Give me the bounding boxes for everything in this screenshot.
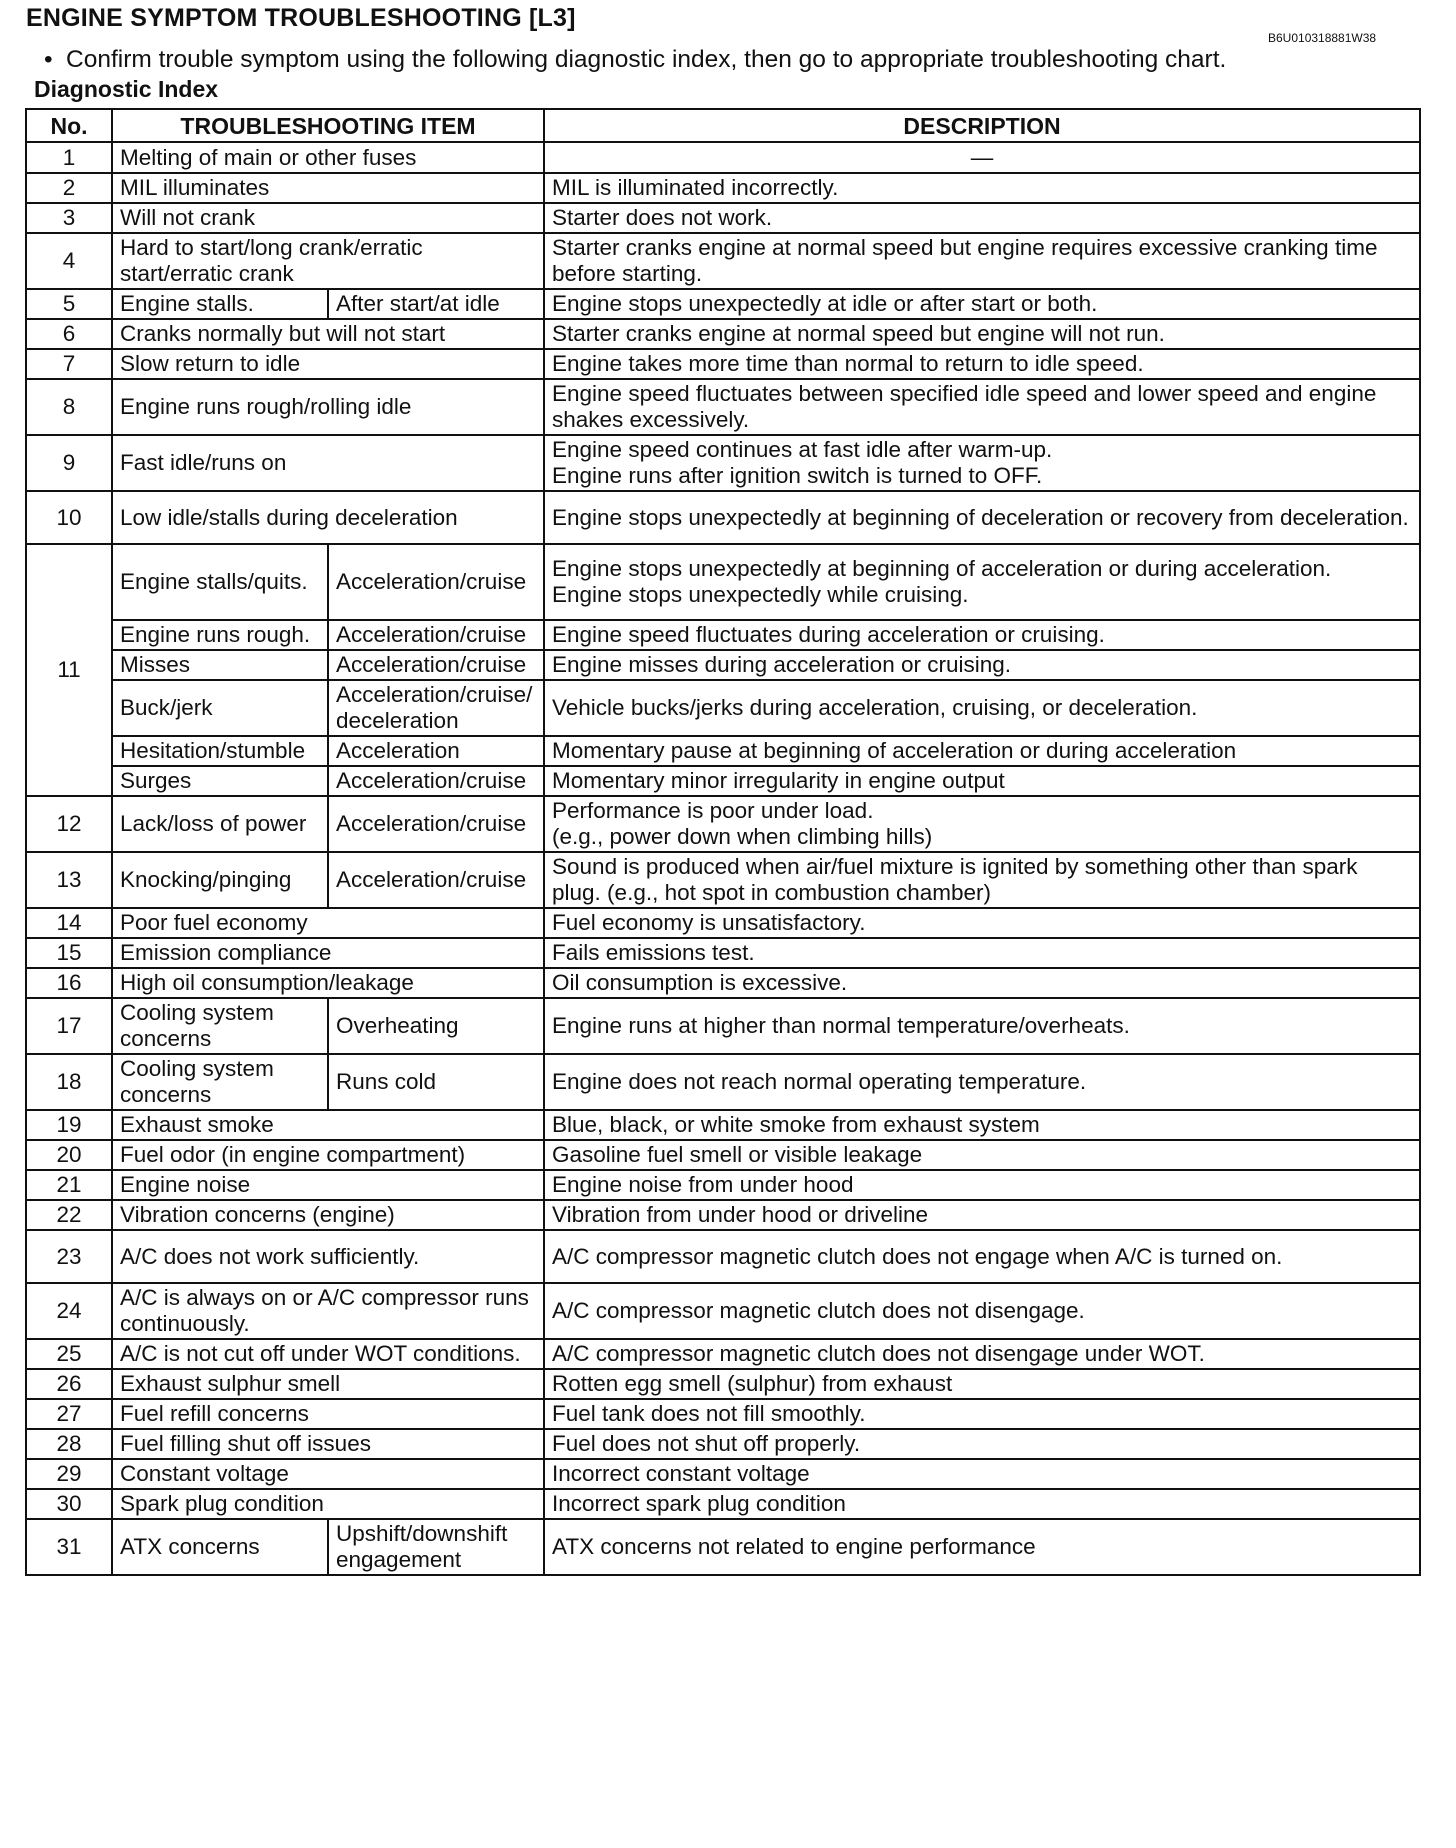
description-line: Engine speed continues at fast idle after warm-up. xyxy=(552,437,1053,462)
troubleshooting-item: Engine runs rough. xyxy=(112,620,328,650)
table-row xyxy=(26,435,1420,491)
description xyxy=(544,435,1420,491)
table-row xyxy=(26,1429,1420,1459)
item-condition: After start/at idle xyxy=(328,289,544,319)
row-number: 4 xyxy=(26,233,112,289)
description: Starter does not work. xyxy=(544,203,1420,233)
description: Fuel does not shut off properly. xyxy=(544,1429,1420,1459)
item-condition: Acceleration/cruise xyxy=(328,852,544,908)
bullet-icon: • xyxy=(44,46,53,73)
description: Engine speed fluctuates during acceleration or cruising. xyxy=(544,620,1420,650)
troubleshooting-item: Emission compliance xyxy=(112,938,544,968)
table-row xyxy=(26,233,1420,289)
troubleshooting-item: Will not crank xyxy=(112,203,544,233)
row-number: 5 xyxy=(26,289,112,319)
description: Engine stops unexpectedly at beginning of deceleration or recovery from deceleration. xyxy=(544,491,1420,544)
troubleshooting-item: Engine noise xyxy=(112,1170,544,1200)
description-line: (e.g., power down when climbing hills) xyxy=(552,824,933,849)
description: Momentary pause at beginning of acceleration or during acceleration xyxy=(544,736,1420,766)
table-row xyxy=(26,766,1420,796)
table-row xyxy=(26,620,1420,650)
item-condition: Overheating xyxy=(328,998,544,1054)
item-condition: Upshift/downshift engagement xyxy=(328,1519,544,1575)
description: Fails emissions test. xyxy=(544,938,1420,968)
troubleshooting-item: Vibration concerns (engine) xyxy=(112,1200,544,1230)
description: Engine takes more time than normal to return to idle speed. xyxy=(544,349,1420,379)
section-title: Diagnostic Index xyxy=(34,76,219,102)
description-line: Performance is poor under load. xyxy=(552,798,874,823)
table-row xyxy=(26,289,1420,319)
troubleshooting-item: Engine stalls. xyxy=(112,289,328,319)
table-row xyxy=(26,1230,1420,1283)
troubleshooting-item: Surges xyxy=(112,766,328,796)
description: Blue, black, or white smoke from exhaust system xyxy=(544,1110,1420,1140)
table-row xyxy=(26,1459,1420,1489)
troubleshooting-item: MIL illuminates xyxy=(112,173,544,203)
troubleshooting-item: Fuel refill concerns xyxy=(112,1399,544,1429)
table-header-row xyxy=(26,109,1420,142)
row-number: 20 xyxy=(26,1140,112,1170)
table-row xyxy=(26,173,1420,203)
item-condition: Acceleration/cruise xyxy=(328,544,544,620)
description: Starter cranks engine at normal speed but engine requires excessive cranking time before starting. xyxy=(544,233,1420,289)
troubleshooting-item: Lack/loss of power xyxy=(112,796,328,852)
row-number: 7 xyxy=(26,349,112,379)
row-number: 3 xyxy=(26,203,112,233)
description: A/C compressor magnetic clutch does not disengage. xyxy=(544,1283,1420,1339)
description-line: Engine stops unexpectedly while cruising. xyxy=(552,582,969,607)
troubleshooting-item: High oil consumption/leakage xyxy=(112,968,544,998)
troubleshooting-item: Hesitation/stumble xyxy=(112,736,328,766)
row-number: 26 xyxy=(26,1369,112,1399)
row-number: 31 xyxy=(26,1519,112,1575)
description: Momentary minor irregularity in engine output xyxy=(544,766,1420,796)
description: Rotten egg smell (sulphur) from exhaust xyxy=(544,1369,1420,1399)
row-number: 18 xyxy=(26,1054,112,1110)
troubleshooting-item: Poor fuel economy xyxy=(112,908,544,938)
troubleshooting-item: Cooling system concerns xyxy=(112,998,328,1054)
description: Starter cranks engine at normal speed but engine will not run. xyxy=(544,319,1420,349)
table-row xyxy=(26,796,1420,852)
page-title: ENGINE SYMPTOM TROUBLESHOOTING [L3] xyxy=(26,4,576,32)
troubleshooting-item: Exhaust sulphur smell xyxy=(112,1369,544,1399)
table-row xyxy=(26,650,1420,680)
troubleshooting-item: A/C does not work sufficiently. xyxy=(112,1230,544,1283)
row-number: 11 xyxy=(26,544,112,796)
item-condition: Acceleration/cruise xyxy=(328,766,544,796)
table-row xyxy=(26,1339,1420,1369)
row-number: 15 xyxy=(26,938,112,968)
row-number: 10 xyxy=(26,491,112,544)
table-row xyxy=(26,1369,1420,1399)
table-row xyxy=(26,1140,1420,1170)
row-number: 27 xyxy=(26,1399,112,1429)
troubleshooting-item: Fuel odor (in engine compartment) xyxy=(112,1140,544,1170)
troubleshooting-item: Cranks normally but will not start xyxy=(112,319,544,349)
description: ATX concerns not related to engine performance xyxy=(544,1519,1420,1575)
row-number: 6 xyxy=(26,319,112,349)
table-row xyxy=(26,319,1420,349)
table-row xyxy=(26,142,1420,173)
description: Fuel tank does not fill smoothly. xyxy=(544,1399,1420,1429)
item-condition: Acceleration/cruise xyxy=(328,620,544,650)
row-number: 30 xyxy=(26,1489,112,1519)
troubleshooting-item: Fuel filling shut off issues xyxy=(112,1429,544,1459)
description: Engine misses during acceleration or cruising. xyxy=(544,650,1420,680)
table-row xyxy=(26,1399,1420,1429)
description: Oil consumption is excessive. xyxy=(544,968,1420,998)
description-line: Engine runs after ignition switch is turned to OFF. xyxy=(552,463,1043,488)
troubleshooting-item: A/C is not cut off under WOT conditions. xyxy=(112,1339,544,1369)
row-number: 17 xyxy=(26,998,112,1054)
description: — xyxy=(544,142,1420,173)
row-number: 13 xyxy=(26,852,112,908)
table-row xyxy=(26,1170,1420,1200)
troubleshooting-item: Cooling system concerns xyxy=(112,1054,328,1110)
table-row xyxy=(26,349,1420,379)
row-number: 29 xyxy=(26,1459,112,1489)
description: Sound is produced when air/fuel mixture is ignited by something other than spark plug. (e.g., hot spot in combustion chamber) xyxy=(544,852,1420,908)
table-row xyxy=(26,968,1420,998)
troubleshooting-item: Constant voltage xyxy=(112,1459,544,1489)
row-number: 22 xyxy=(26,1200,112,1230)
document-code: B6U010318881W38 xyxy=(1268,31,1377,45)
description: Gasoline fuel smell or visible leakage xyxy=(544,1140,1420,1170)
description: Incorrect constant voltage xyxy=(544,1459,1420,1489)
description: Engine stops unexpectedly at idle or after start or both. xyxy=(544,289,1420,319)
troubleshooting-item: Engine runs rough/rolling idle xyxy=(112,379,544,435)
troubleshooting-item: Misses xyxy=(112,650,328,680)
item-condition: Runs cold xyxy=(328,1054,544,1110)
table-row xyxy=(26,680,1420,736)
row-number: 8 xyxy=(26,379,112,435)
table-row xyxy=(26,938,1420,968)
description: Engine does not reach normal operating temperature. xyxy=(544,1054,1420,1110)
table-row xyxy=(26,908,1420,938)
table-row xyxy=(26,1200,1420,1230)
description: Vibration from under hood or driveline xyxy=(544,1200,1420,1230)
table-row xyxy=(26,544,1420,620)
row-number: 1 xyxy=(26,142,112,173)
table-row xyxy=(26,1489,1420,1519)
table-row xyxy=(26,736,1420,766)
row-number: 12 xyxy=(26,796,112,852)
item-condition: Acceleration/cruise xyxy=(328,650,544,680)
column-header-no: No. xyxy=(26,109,112,142)
table-row xyxy=(26,998,1420,1054)
table-row xyxy=(26,852,1420,908)
item-condition: Acceleration/cruise xyxy=(328,796,544,852)
description: Engine noise from under hood xyxy=(544,1170,1420,1200)
table-row xyxy=(26,1519,1420,1575)
troubleshooting-item: Spark plug condition xyxy=(112,1489,544,1519)
description: Engine runs at higher than normal temperature/overheats. xyxy=(544,998,1420,1054)
description: Vehicle bucks/jerks during acceleration, cruising, or deceleration. xyxy=(544,680,1420,736)
troubleshooting-item: Low idle/stalls during deceleration xyxy=(112,491,544,544)
column-header-item: TROUBLESHOOTING ITEM xyxy=(112,109,544,142)
troubleshooting-item: Exhaust smoke xyxy=(112,1110,544,1140)
troubleshooting-item: Hard to start/long crank/erratic start/erratic crank xyxy=(112,233,544,289)
item-condition: Acceleration xyxy=(328,736,544,766)
diagnostic-index-table xyxy=(25,108,1421,1576)
item-condition: Acceleration/cruise/ deceleration xyxy=(328,680,544,736)
troubleshooting-item: ATX concerns xyxy=(112,1519,328,1575)
table-row xyxy=(26,1054,1420,1110)
row-number: 19 xyxy=(26,1110,112,1140)
troubleshooting-item: Melting of main or other fuses xyxy=(112,142,544,173)
row-number: 16 xyxy=(26,968,112,998)
row-number: 28 xyxy=(26,1429,112,1459)
column-header-description: DESCRIPTION xyxy=(544,109,1420,142)
table-row xyxy=(26,1283,1420,1339)
description xyxy=(544,796,1420,852)
row-number: 25 xyxy=(26,1339,112,1369)
table-row xyxy=(26,1110,1420,1140)
description: Engine speed fluctuates between specified idle speed and lower speed and engine shakes excessively. xyxy=(544,379,1420,435)
troubleshooting-item: Slow return to idle xyxy=(112,349,544,379)
row-number: 23 xyxy=(26,1230,112,1283)
description xyxy=(544,544,1420,620)
row-number: 2 xyxy=(26,173,112,203)
instruction-text: Confirm trouble symptom using the following diagnostic index, then go to appropriate troubleshooting chart. xyxy=(66,46,1227,73)
row-number: 9 xyxy=(26,435,112,491)
row-number: 24 xyxy=(26,1283,112,1339)
troubleshooting-item: Fast idle/runs on xyxy=(112,435,544,491)
description: Incorrect spark plug condition xyxy=(544,1489,1420,1519)
description: Fuel economy is unsatisfactory. xyxy=(544,908,1420,938)
table-row xyxy=(26,379,1420,435)
troubleshooting-item: Knocking/pinging xyxy=(112,852,328,908)
instruction-note xyxy=(44,46,1226,74)
table-row xyxy=(26,203,1420,233)
troubleshooting-item: Buck/jerk xyxy=(112,680,328,736)
row-number: 21 xyxy=(26,1170,112,1200)
row-number: 14 xyxy=(26,908,112,938)
description: A/C compressor magnetic clutch does not disengage under WOT. xyxy=(544,1339,1420,1369)
description: MIL is illuminated incorrectly. xyxy=(544,173,1420,203)
table-row xyxy=(26,491,1420,544)
troubleshooting-item: Engine stalls/quits. xyxy=(112,544,328,620)
troubleshooting-item: A/C is always on or A/C compressor runs continuously. xyxy=(112,1283,544,1339)
description-line: Engine stops unexpectedly at beginning of acceleration or during acceleration. xyxy=(552,556,1332,581)
description: A/C compressor magnetic clutch does not engage when A/C is turned on. xyxy=(544,1230,1420,1283)
